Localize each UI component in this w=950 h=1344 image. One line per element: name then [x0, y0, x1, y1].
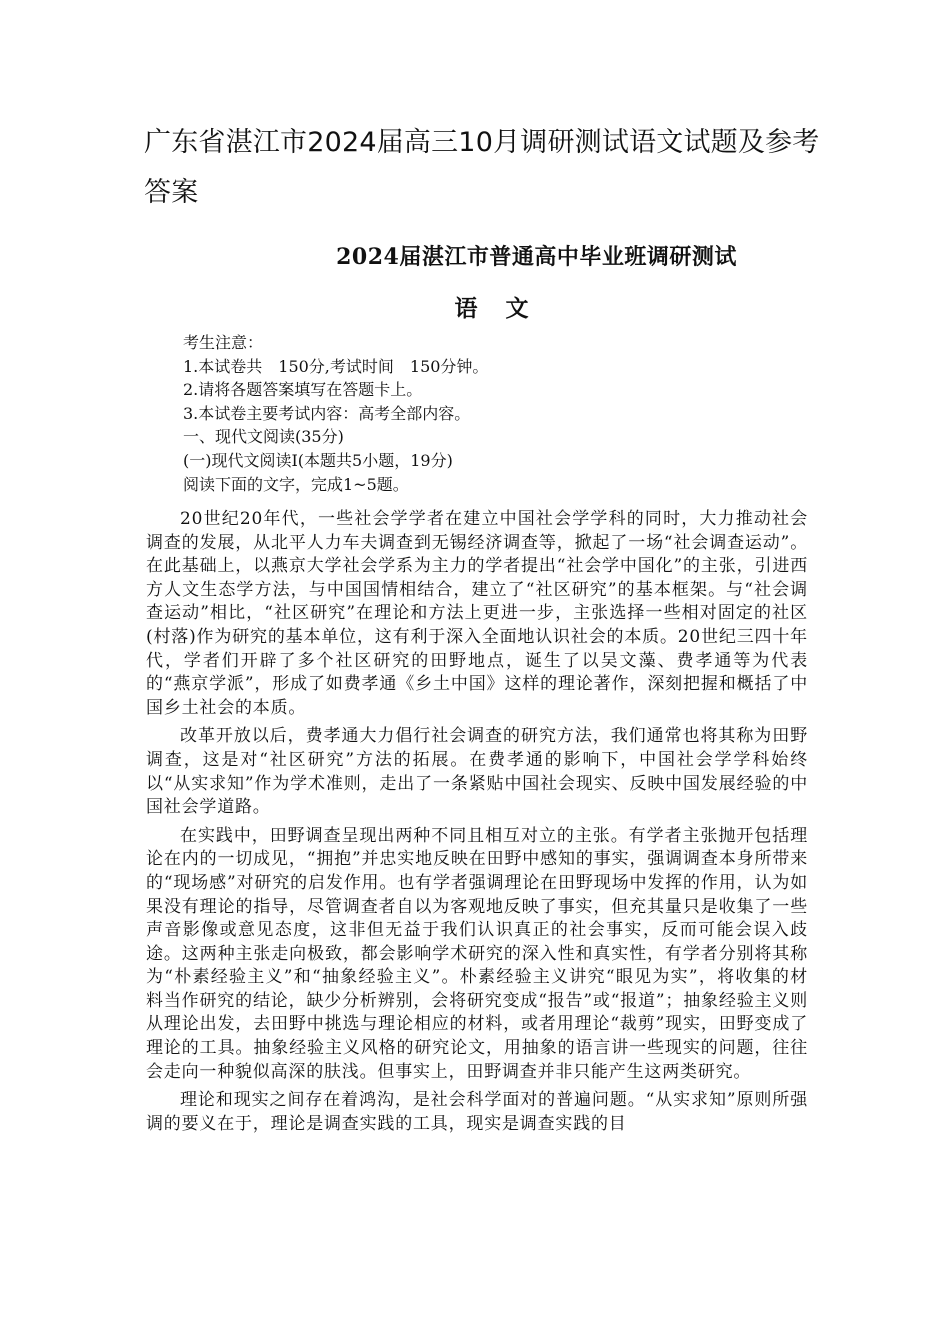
subject-title: 语 文: [454, 295, 539, 322]
notes-item: 2.请将各题答案填写在答题卡上。: [183, 380, 423, 400]
passage-paragraph: 在实践中，田野调查呈现出两种不同且相互对立的主张。有学者主张抛开包括理论在内的一切成见，“拥抱”并忠实地反映在田野中感知的事实，强调调查本身所带来的“现场感”对研究的启发作用。也有学者强调理论在田野现场中发挥的作用，认为如果没有理论的指导，尽管调查者自以为客观地反映了事实，但充其量只是收集了一些声音影像或意见态度，这非但无益于我们认识真正的社会事实，反而可能会误入歧途。这两种主张走向极致，都会影响学术研究的深入性和真实性，有学者分别将其称为“朴素经验主义”和“抽象经验主义”。朴素经验主义讲究“眼见为实”，将收集的材料当作研究的结论，缺少分析辨别，会将研究变成“报告”或“报道”；抽象经验主义则从理论出发，去田野中挑选与理论相应的材料，或者用理论“裁剪”现实，田野变成了理论的工具。抽象经验主义风格的研究论文，用抽象的语言讲一些现实的问题，往往会走向一种貌似高深的肤浅。但事实上，田野调查并非只能产生这两类研究。: [146, 825, 808, 1082]
notes-heading: 考生注意：: [183, 333, 264, 352]
passage-paragraph: 理论和现实之间存在着鸿沟，是社会科学面对的普遍问题。“从实求知”原则所强调的要义在于，理论是调查实践的工具，现实是调查实践的目: [146, 1090, 808, 1134]
notes-item: 3.本试卷主要考试内容：高考全部内容。: [183, 403, 471, 423]
subsection-heading: (一)现代文阅读Ⅰ(本题共5小题，19分): [183, 450, 453, 470]
document-title: 广东省湛江市2024届高三10月调研测试语文试题及参考答案: [144, 127, 820, 208]
section-heading: 一、现代文阅读(35分): [183, 427, 344, 447]
reading-instruction: 阅读下面的文字，完成1~5题。: [183, 474, 409, 494]
reading-passage: [146, 508, 808, 1141]
passage-paragraph: 20世纪20年代，一些社会学学者在建立中国社会学学科的同时，大力推动社会调查的发展，从北平人力车夫调查到无锡经济调查等，掀起了一场“社会调查运动”。在此基础上，以燕京大学社会学系为主力的学者提出“社会学中国化”的主张，引进西方人文生态学方法，与中国国情相结合，建立了“社区研究”的基本框架。与“社会调查运动”相比，“社区研究”在理论和方法上更进一步，主张选择一些相对固定的社区(村落)作为研究的基本单位，这有利于深入全面地认识社会的本质。20世纪三四十年代，学者们开辟了多个社区研究的田野地点，诞生了以吴文藻、费孝通等为代表的“燕京学派”，形成了如费孝通《乡土中国》这样的理论著作，深刻把握和概括了中国乡土社会的本质。: [146, 509, 808, 718]
notes-item: 1.本试卷共 150分,考试时间 150分钟。: [183, 356, 489, 376]
exam-notes: [183, 331, 823, 496]
passage-paragraph: 改革开放以后，费孝通大力倡行社会调查的研究方法，我们通常也将其称为田野调查，这是对“社区研究”方法的拓展。在费孝通的影响下，中国社会学学科始终以“从实求知”作为学术准则，走出了一条紧贴中国社会现实、反映中国发展经验的中国社会学道路。: [146, 726, 808, 818]
exam-title: 2024届湛江市普通高中毕业班调研测试: [336, 244, 737, 270]
